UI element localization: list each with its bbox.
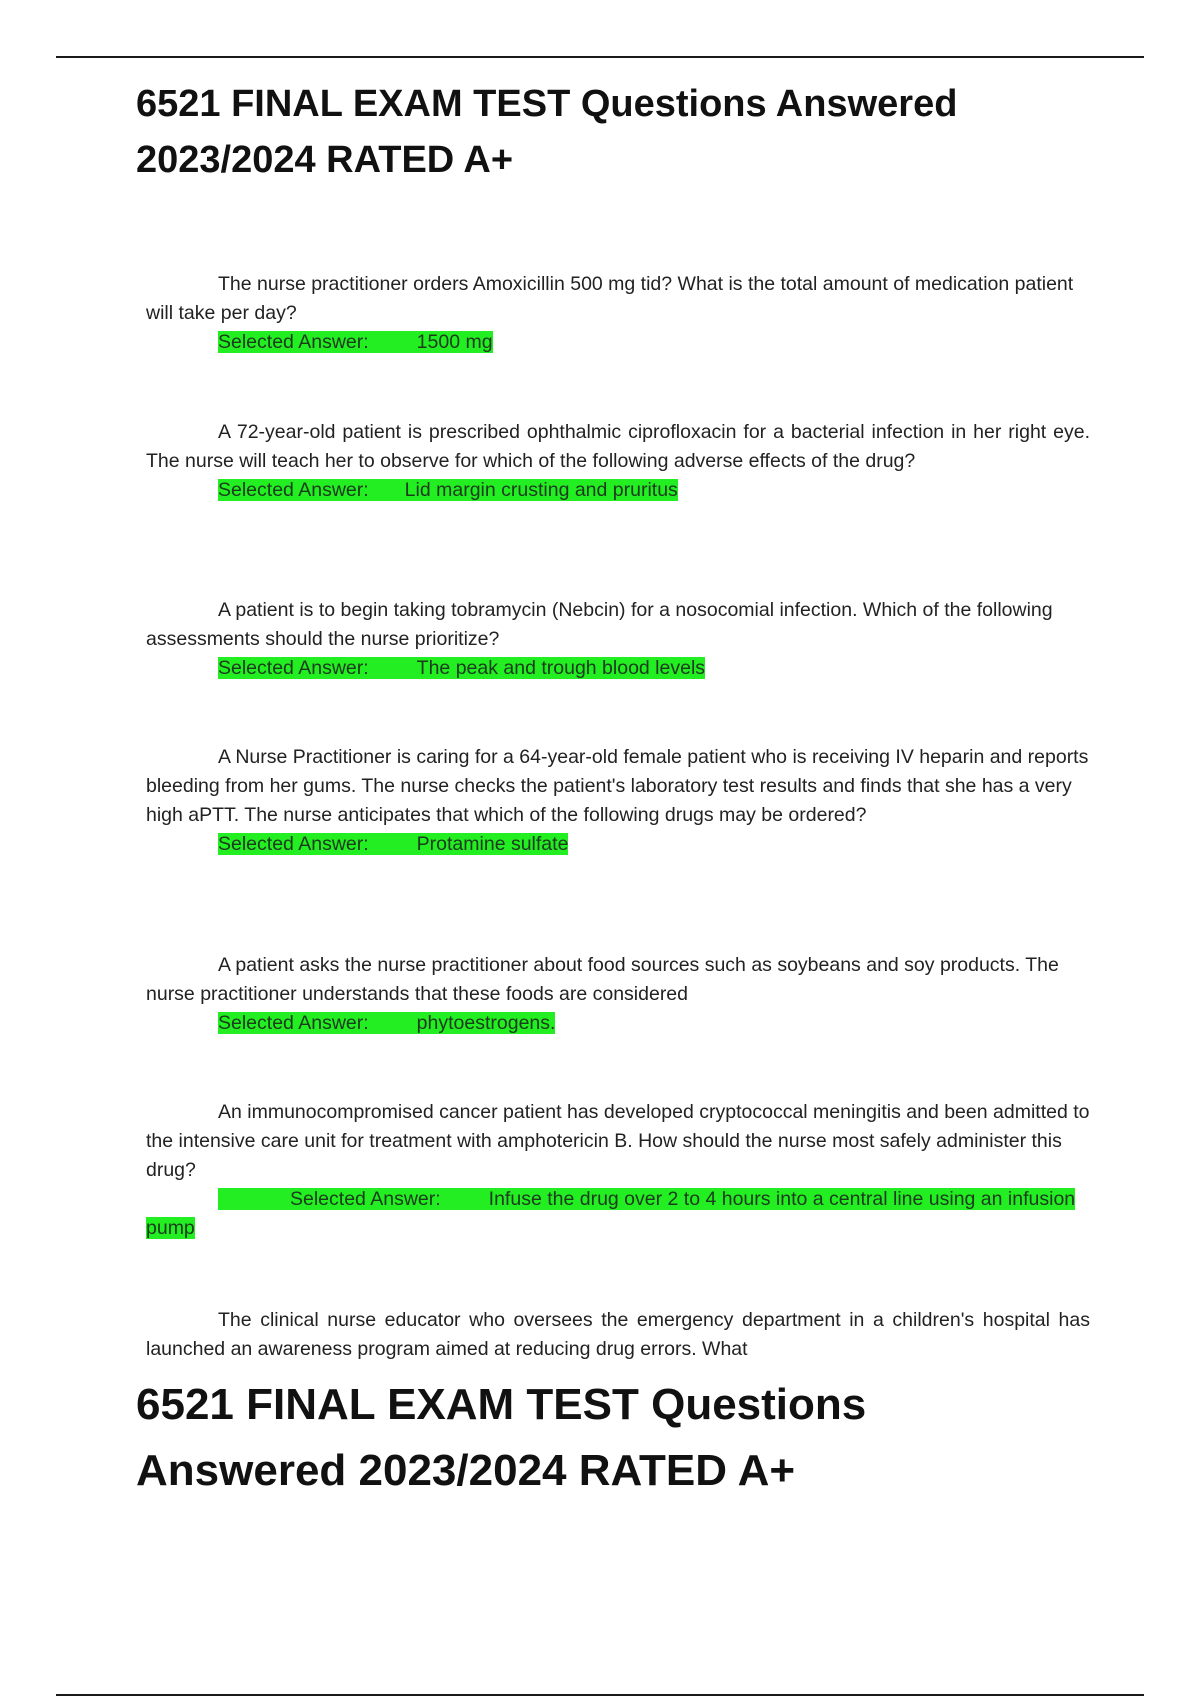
top-rule: [56, 56, 1144, 58]
question-block-7: [146, 1306, 1090, 1362]
question-text: The nurse practitioner orders Amoxicillin 500 mg tid? What is the total amount of medication patient will take per day?: [146, 273, 1074, 324]
answer-text: Infuse the drug over 2 to 4 hours into a central line using an infusion pump: [146, 1188, 1076, 1239]
question-block-6: [146, 1098, 1090, 1243]
answer-label: Selected Answer:: [218, 331, 369, 353]
answer-label: Selected Answer:: [218, 479, 369, 501]
answer-text: phytoestrogens.: [416, 1012, 556, 1034]
selected-answer: [146, 1185, 1090, 1243]
question-text: An immunocompromised cancer patient has developed cryptococcal meningitis and been admitted to the intensive care unit for treatment with amphotericin B. How should the nurse most safely administer this drug?: [146, 1101, 1090, 1181]
selected-answer: [146, 830, 1090, 859]
question-text: A Nurse Practitioner is caring for a 64-year-old female patient who is receiving IV heparin and reports bleeding from her gums. The nurse checks the patient's laboratory test results and finds that she has a very high aPTT. The nurse anticipates that which of the following drugs may be ordered?: [146, 746, 1089, 826]
answer-text: The peak and trough blood levels: [416, 657, 706, 679]
question-block-4: [146, 743, 1090, 859]
selected-answer: [146, 1009, 1090, 1038]
question-block-5: [146, 951, 1090, 1038]
question-text: The clinical nurse educator who oversees the emergency department in a children's hospital has launched an awareness program aimed at reducing drug errors. What: [146, 1309, 1090, 1360]
question-text: A patient is to begin taking tobramycin (Nebcin) for a nosocomial infection. Which of the following assessments should the nurse prioritize?: [146, 599, 1053, 650]
answer-text: 1500 mg: [416, 331, 493, 353]
answer-label: Selected Answer:: [218, 657, 369, 679]
question-block-2: [146, 418, 1090, 505]
selected-answer: [146, 654, 1090, 683]
question-text: A 72-year-old patient is prescribed ophthalmic ciprofloxacin for a bacterial infection in her right eye. The nurse will teach her to observe for which of the following adverse effects of the drug?: [146, 421, 1090, 472]
question-text: A patient asks the nurse practitioner about food sources such as soybeans and soy products. The nurse practitioner understands that these foods are considered: [146, 954, 1059, 1005]
question-block-1: [146, 270, 1090, 357]
selected-answer: [146, 476, 1090, 505]
answer-text: Protamine sulfate: [416, 833, 569, 855]
selected-answer: [146, 328, 1090, 357]
answer-label: Selected Answer:: [218, 1012, 369, 1034]
document-title: 6521 FINAL EXAM TEST Questions Answered 2023/2024 RATED A+: [136, 83, 958, 181]
question-block-3: [146, 596, 1090, 683]
answer-label: Selected Answer:: [218, 833, 369, 855]
bottom-rule: [56, 1694, 1144, 1696]
answer-label: Selected Answer:: [290, 1188, 441, 1210]
footer-title: 6521 FINAL EXAM TEST Questions Answered 2023/2024 RATED A+: [136, 1380, 867, 1495]
answer-text: Lid margin crusting and pruritus: [404, 479, 678, 501]
